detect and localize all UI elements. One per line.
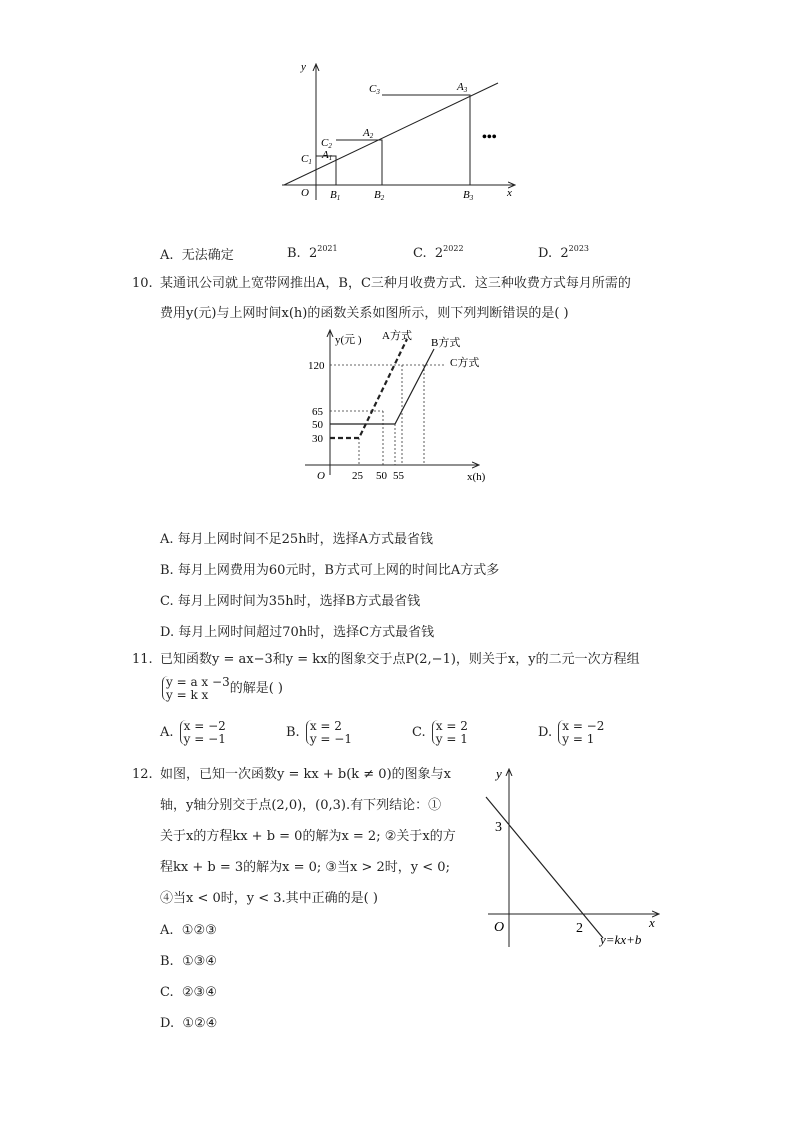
fee-origin: O	[317, 470, 325, 482]
q10-option-b[interactable]: B. 每月上网费用为60元时，B方式可上网的时间比A方式多	[160, 563, 500, 578]
q12-stem-line3: 关于x的方程kx + b = 0的解为x = 2; ②关于x的方	[160, 829, 456, 844]
graph-x-label: x	[649, 915, 655, 930]
ytick-30: 30	[312, 433, 323, 445]
label-B2: B2	[374, 189, 385, 202]
q11-option-a[interactable]: A. x = −2 y = −1	[160, 719, 226, 746]
q11-stem-line1: 已知函数y = ax−3和y = kx的图象交于点P(2,−1)，则关于x，y的二元一次方程组	[160, 652, 640, 667]
graph-y-intercept: 3	[495, 820, 502, 835]
linear-function-graph	[478, 762, 668, 954]
ytick-65: 65	[312, 406, 323, 418]
q10-option-d[interactable]: D. 每月上网时间超过70h时，选择C方式最省钱	[160, 625, 435, 640]
ytick-50: 50	[312, 419, 323, 431]
q12-number: 12.	[132, 767, 153, 782]
q12-option-a[interactable]: A. ①②③	[160, 923, 217, 938]
q9-option-d[interactable]: D. $2^{2023}$	[538, 244, 589, 261]
fig9-x-label: x	[507, 187, 512, 199]
q10-stem-line1: 某通讯公司就上宽带网推出A，B，C三种月收费方式．这三种收费方式每月所需的	[160, 276, 631, 291]
q12-stem-line1: 如图，已知一次函数y = kx + b(k ≠ 0)的图象与x	[160, 767, 451, 782]
ytick-120: 120	[308, 360, 325, 372]
q11-system: y = a x −3 y = k x	[162, 676, 230, 701]
series-b-line	[330, 349, 434, 424]
fee-chart	[295, 325, 505, 485]
graph-origin: O	[494, 920, 505, 935]
q11-stem-line2: y = a x −3 y = k x 的解是( )	[160, 676, 283, 701]
label-B1: B1	[330, 189, 341, 202]
label-A1: A1	[322, 149, 333, 162]
label-C2: C2	[321, 137, 332, 150]
series-a-label: A方式	[382, 330, 412, 342]
label-A3: A3	[457, 81, 468, 94]
q9-option-a[interactable]: A. 无法确定	[160, 248, 234, 263]
series-c-label: C方式	[450, 357, 480, 369]
fig9-y-label: y	[301, 61, 306, 73]
series-b-label: B方式	[431, 337, 461, 349]
q12-stem-line4: 程kx + b = 3的解为x = 0; ③当x > 2时，y < 0;	[160, 860, 450, 875]
q12-stem-line2: 轴，y轴分别交于点(2,0)，(0,3).有下列结论：①	[160, 798, 442, 813]
q12-option-b[interactable]: B. ①③④	[160, 954, 217, 969]
label-B3: B3	[463, 189, 474, 202]
label-C1: C1	[301, 153, 312, 166]
graph-line	[486, 797, 603, 938]
staircase-figure	[270, 55, 530, 205]
q10-number: 10.	[132, 276, 153, 291]
graph-line-label: y=kx+b	[600, 932, 642, 947]
q12-stem-line5: ④当x < 0时，y < 3.其中正确的是( )	[160, 891, 378, 906]
step-2	[336, 140, 382, 185]
graph-x-intercept: 2	[576, 921, 583, 936]
q10-stem-line2: 费用y(元)与上网时间x(h)的函数关系如图所示，则下列判断错误的是( )	[160, 306, 569, 321]
xtick-55: 55	[393, 470, 404, 482]
q10-option-a[interactable]: A. 每月上网时间不足25h时，选择A方式最省钱	[160, 532, 433, 547]
q11-number: 11.	[132, 652, 153, 667]
q9-option-c[interactable]: C. $2^{2022}$	[413, 244, 464, 261]
fig9-origin: O	[301, 187, 309, 199]
q11-option-c[interactable]: C. x = 2 y = 1	[412, 719, 468, 746]
q11-option-b[interactable]: B. x = 2 y = −1	[286, 719, 352, 746]
fee-y-label: y(元 )	[335, 334, 362, 346]
xtick-25: 25	[352, 470, 363, 482]
xtick-50: 50	[376, 470, 387, 482]
q12-option-c[interactable]: C. ②③④	[160, 985, 217, 1000]
q12-option-d[interactable]: D. ①②④	[160, 1016, 218, 1031]
label-A2: A2	[363, 127, 374, 140]
label-C3: C3	[369, 83, 380, 96]
q9-option-b[interactable]: B. $2^{2021}$	[287, 244, 338, 261]
ellipsis-dots: •••	[482, 130, 497, 145]
graph-y-label: y	[496, 766, 502, 781]
fee-x-label: x(h)	[467, 471, 486, 483]
step-3	[382, 95, 470, 185]
q11-option-d[interactable]: D. x = −2 y = 1	[538, 719, 605, 746]
q10-option-c[interactable]: C. 每月上网时间为35h时，选择B方式最省钱	[160, 594, 421, 609]
